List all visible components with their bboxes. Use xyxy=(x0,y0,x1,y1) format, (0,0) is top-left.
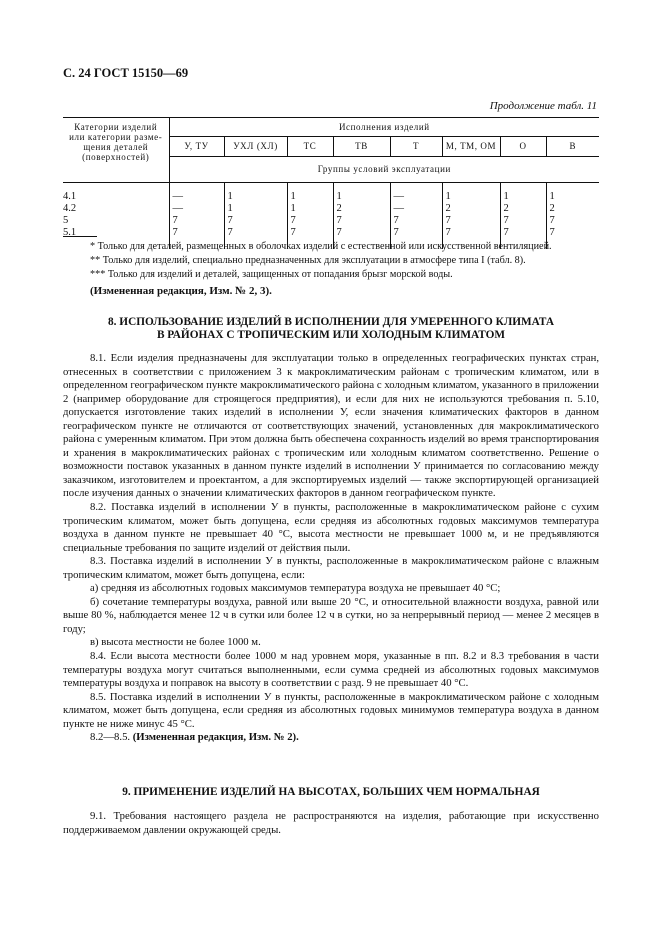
section-8-body xyxy=(63,352,599,745)
footnote: * Только для деталей, размещенных в оболочках изделий с естественной или искусственной вентиляцией. xyxy=(90,241,552,252)
paragraph-8-3-a: а) средняя из абсолютных годовых максимумов температура воздуха не превышает 40 °С; xyxy=(90,582,501,595)
section-9-body xyxy=(63,810,599,837)
paragraph-8-3-b: б) сочетание температуры воздуха, равной или выше 20 °С, и относительной влажности воздуха, равной или выше 80 %, наблюдается менее 12 ч в сутки или более 12 ч в сутки, но за непрерывный период — менее 2 месяцев в году; xyxy=(63,595,599,635)
paragraph-8-3-c: в) высота местности не более 1000 м. xyxy=(90,636,261,649)
table-footnotes xyxy=(63,240,599,298)
table-row: 5 7 7 7 7 7 7 7 7 xyxy=(63,215,555,226)
executions-header: Исполнения изделий xyxy=(169,118,599,137)
paragraph-8-4: 8.4. Если высота местности более 1000 м над уровнем моря, указанные в пп. 8.2 и 8.3 требования в части температуры воздуха могут считаться выполненными, если сумма средней из абсолютных годовых максимумов температуры воздуха и поправок на высоту в соответствии с разд. 9 не превышает 40 °С. xyxy=(63,650,599,690)
revision-note-8: 8.2—8.5. (Измененная редакция, Изм. № 2). xyxy=(90,731,299,744)
footnote: ** Только для изделий, специально предназначенных для эксплуатации в атмосфере типа I (табл. 8). xyxy=(90,255,526,266)
column-header: О xyxy=(500,137,546,157)
column-header: В xyxy=(546,137,599,157)
paragraph-9-1: 9.1. Требования настоящего раздела не распространяются на изделия, работающие при искусственно поддерживаемом давлении окружающей среды. xyxy=(63,810,599,836)
page-header: С. 24 ГОСТ 15150—69 xyxy=(63,66,189,80)
column-header: ТВ xyxy=(333,137,390,157)
footnote: *** Только для изделий и деталей, защищенных от попадания брызг морской воды. xyxy=(90,269,453,280)
category-header: Категории изделий или категории разме- щения деталей (поверхностей) xyxy=(63,118,169,183)
paragraph-8-2: 8.2. Поставка изделий в исполнении У в пункты, расположенные в макроклиматическом районе с сухим тропическим климатом, может быть допущена, если средняя из абсолютных годовых максимумов температура воздуха в данном пункте не превышает 40 °С, высота местности не превышает 1000 м, и не предъявляются специальные требования по защите изделий от действия пыли. xyxy=(63,501,599,554)
footnote-divider xyxy=(63,236,97,237)
paragraph-8-3: 8.3. Поставка изделий в исполнении У в пункты, расположенные в макроклиматическом районе с влажным тропическим климатом, может быть допущена, если: xyxy=(63,555,599,581)
table-11 xyxy=(63,117,599,249)
column-header: ТС xyxy=(287,137,333,157)
groups-header: Группы условий эксплуатации xyxy=(169,157,599,183)
column-header: М, ТМ, ОМ xyxy=(442,137,500,157)
revision-note: (Измененная редакция, Изм. № 2, 3). xyxy=(90,285,272,297)
table-row: 5.1 7 7 7 7 7 7 7 7 xyxy=(63,227,599,249)
section-8-title: 8. ИСПОЛЬЗОВАНИЕ ИЗДЕЛИЙ В ИСПОЛНЕНИИ ДЛЯ УМЕРЕННОГО КЛИМАТА В РАЙОНАХ С ТРОПИЧЕСКИМ ИЛИ ХОЛОДНЫМ КЛИМАТОМ xyxy=(108,316,554,341)
table-row: 4.1 — 1 1 1 — 1 1 1 xyxy=(63,183,599,204)
column-header: У, ТУ xyxy=(169,137,224,157)
paragraph-8-1: 8.1. Если изделия предназначены для эксплуатации только в определенных географических пунктах стран, отнесенных в соответствии с приложением 3 к макроклиматическим районам с тропическим климатом, или в определенном географическом пункте макроклиматического района с холодным климатом, указанного в приложении 2 (например оборудование для строящегося предприятия), и если для них не используются требования п. 5.10, допускается изготовление таких изделий в исполнении У, если значения климатических факторов в данном географическом пункте не отличаются от соответствующих значений, установленных для макроклиматического района с умеренным климатом. При этом должна быть обеспечена сохранность изделий во время транспортирования и хранения в макроклиматических районах с тропическим или холодным климатом соответственно. Решение о возможности поставок указанных в данном пункте изделий в исполнении У принимается по согласованию между заказчиком, изготовителем и проектантом, а для экспортируемых изделий — также экспортирующей организацией после изучения данных о значении климатических факторов в данном географическом пункте. xyxy=(63,352,599,500)
table-continuation-label: Продолжение табл. 11 xyxy=(489,100,597,112)
column-header: Т xyxy=(390,137,442,157)
paragraph-8-5: 8.5. Поставка изделий в исполнении У в пункты, расположенные в макроклиматическом районе с холодным климатом, может быть допущена, если средняя из абсолютных годовых минимумов температура воздуха в данном пункте не ниже минус 45 °С. xyxy=(63,690,599,730)
table-row: 4.2 — 1 1 2 — 2 2 2 xyxy=(63,203,555,214)
section-9-title: 9. ПРИМЕНЕНИЕ ИЗДЕЛИЙ НА ВЫСОТАХ, БОЛЬШИХ ЧЕМ НОРМАЛЬНАЯ xyxy=(122,786,540,798)
column-header: УХЛ (ХЛ) xyxy=(224,137,287,157)
